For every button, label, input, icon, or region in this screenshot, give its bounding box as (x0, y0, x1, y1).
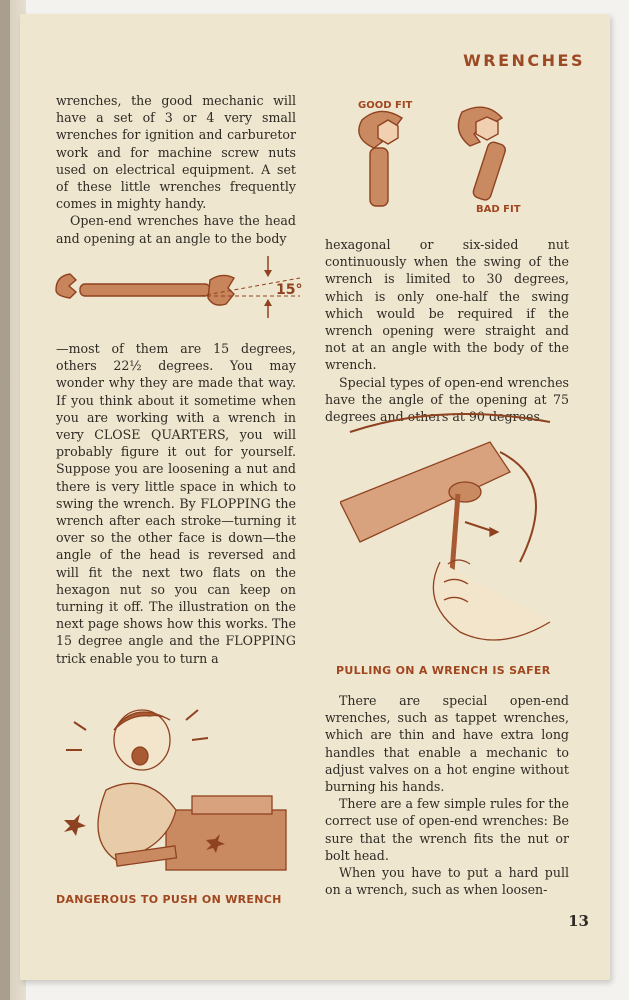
pulling-wrench-illustration (340, 412, 570, 652)
wrench-fit-illustration (340, 92, 580, 220)
paragraph: Special types of open-end wrenches have the angle of the opening at 75 degrees and others at 90 degrees. (325, 374, 569, 425)
right-column-text-a (325, 236, 569, 425)
paragraph: Open-end wrenches have the head and opening at an angle to the body (56, 213, 296, 246)
left-column-bottom-text (56, 340, 296, 667)
paragraph: hexagonal or six-sided nut continuously when the swing of the wrench is limited to 30 degrees, which is only one-half the swing which would be required if the wrench opening were straight and not at an angle with the body of the wrench. (325, 237, 569, 373)
bad-fit-label: BAD FIT (476, 204, 521, 215)
page-number: 13 (568, 912, 589, 930)
pushing-caption: DANGEROUS TO PUSH ON WRENCH (56, 893, 282, 906)
page-header-title: WRENCHES (463, 51, 585, 70)
pushing-wrench-illustration (56, 700, 296, 880)
book-gutter-edge (0, 0, 10, 1000)
pulling-caption: PULLING ON A WRENCH IS SAFER (336, 664, 551, 677)
paragraph: There are a few simple rules for the correct use of open-end wrenches: Be sure that the wrench fits the nut or bolt head. (325, 796, 569, 863)
paragraph: wrenches, the good mechanic will have a set of 3 or 4 very small wrenches for ignition and carburetor work and for machine screw nuts used on electrical equipment. A set of these little wrenches frequently comes in mighty handy. (56, 93, 296, 212)
left-column-top-text (56, 92, 296, 247)
paragraph: When you have to put a hard pull on a wrench, such as when loosen- (325, 865, 569, 898)
right-column-text-b (325, 692, 569, 898)
paragraph: —most of them are 15 degrees, others 22½ degrees. You may wonder why they are made that way. If you think about it sometime when you are working with a wrench in very CLOSE QUARTERS, you will probably figure it out for yourself. Suppose you are loosening a nut and there is very little space in which to swing the wrench. By FLOPPING the wrench after each stroke—turning it over so the other face is down—the angle of the head is reversed and will fit the next two flats on the hexagon nut so you can keep on turning it off. The illustration on the next page shows how this works. The 15 degree angle and the FLOPPING trick enable you to turn a (56, 341, 296, 666)
angle-label: 15° (276, 282, 303, 298)
paragraph: There are special open-end wrenches, such as tappet wrenches, which are thin and have extra long handles that enable a mechanic to adjust valves on a hot engine without burning his hands. (325, 693, 569, 795)
good-fit-label: GOOD FIT (358, 100, 413, 111)
angled-wrench-illustration (50, 252, 310, 324)
